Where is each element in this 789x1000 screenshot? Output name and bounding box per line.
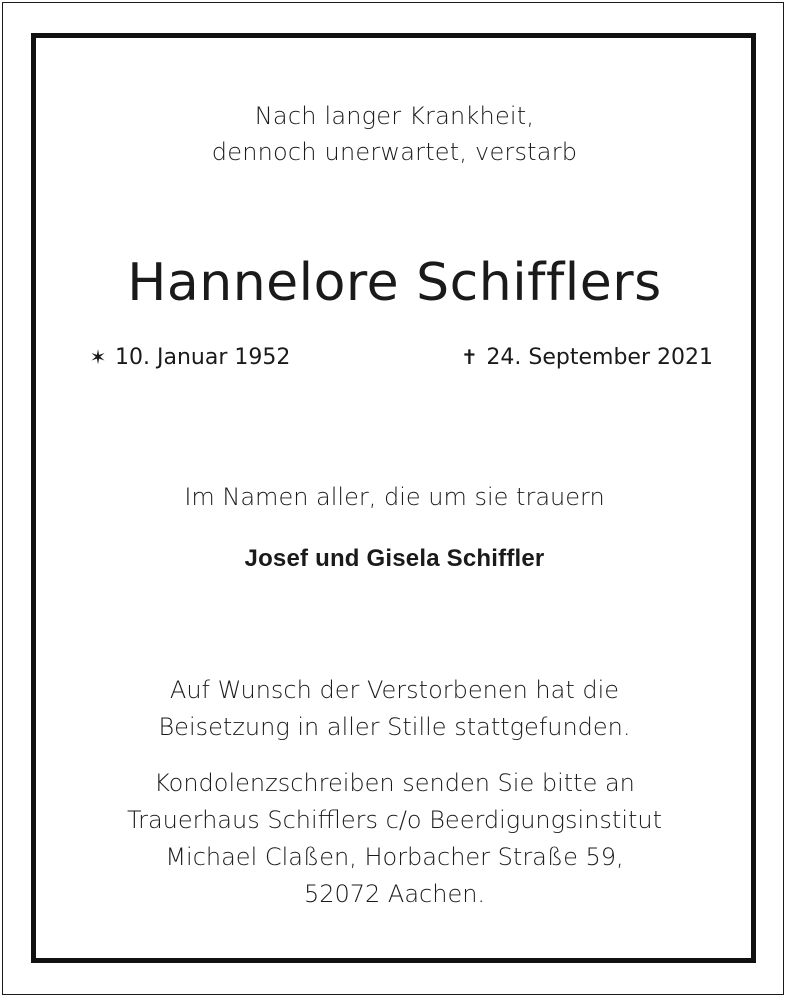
birth-date: [87, 340, 290, 375]
life-dates: [0, 340, 789, 374]
burial-line: Auf Wunsch der Verstorbenen hat die: [169, 676, 620, 704]
burial-line: Beisetzung in aller Stille stattgefunden.: [158, 713, 631, 741]
burial-note: [0, 672, 789, 746]
intro-line: Nach langer Krankheit,: [254, 102, 535, 130]
family-names: Josef und Gisela Schiffler: [244, 545, 545, 572]
intro-line: dennoch unerwartet, verstarb: [211, 138, 578, 166]
mourning-line: Im Namen aller, die um sie trauern: [184, 483, 605, 511]
death-date-text: 24. September 2021: [486, 345, 713, 370]
birth-date-text: 10. Januar 1952: [115, 345, 291, 370]
condolence-line: 52072 Aachen.: [303, 880, 486, 908]
condolence-line: Kondolenzschreiben senden Sie bitte an: [154, 769, 635, 797]
intro-text: [0, 98, 789, 170]
condolence-line: Trauerhaus Schifflers c/o Beerdigungsinstitut: [126, 806, 663, 834]
condolence-address: [0, 765, 789, 913]
cross-death-icon: ✝: [461, 345, 478, 369]
condolence-line: Michael Claßen, Horbacher Straße 59,: [165, 843, 624, 871]
deceased-name: Hannelore Schifflers: [127, 253, 662, 313]
star-birth-icon: ✶: [89, 345, 107, 369]
death-date: [458, 340, 713, 375]
